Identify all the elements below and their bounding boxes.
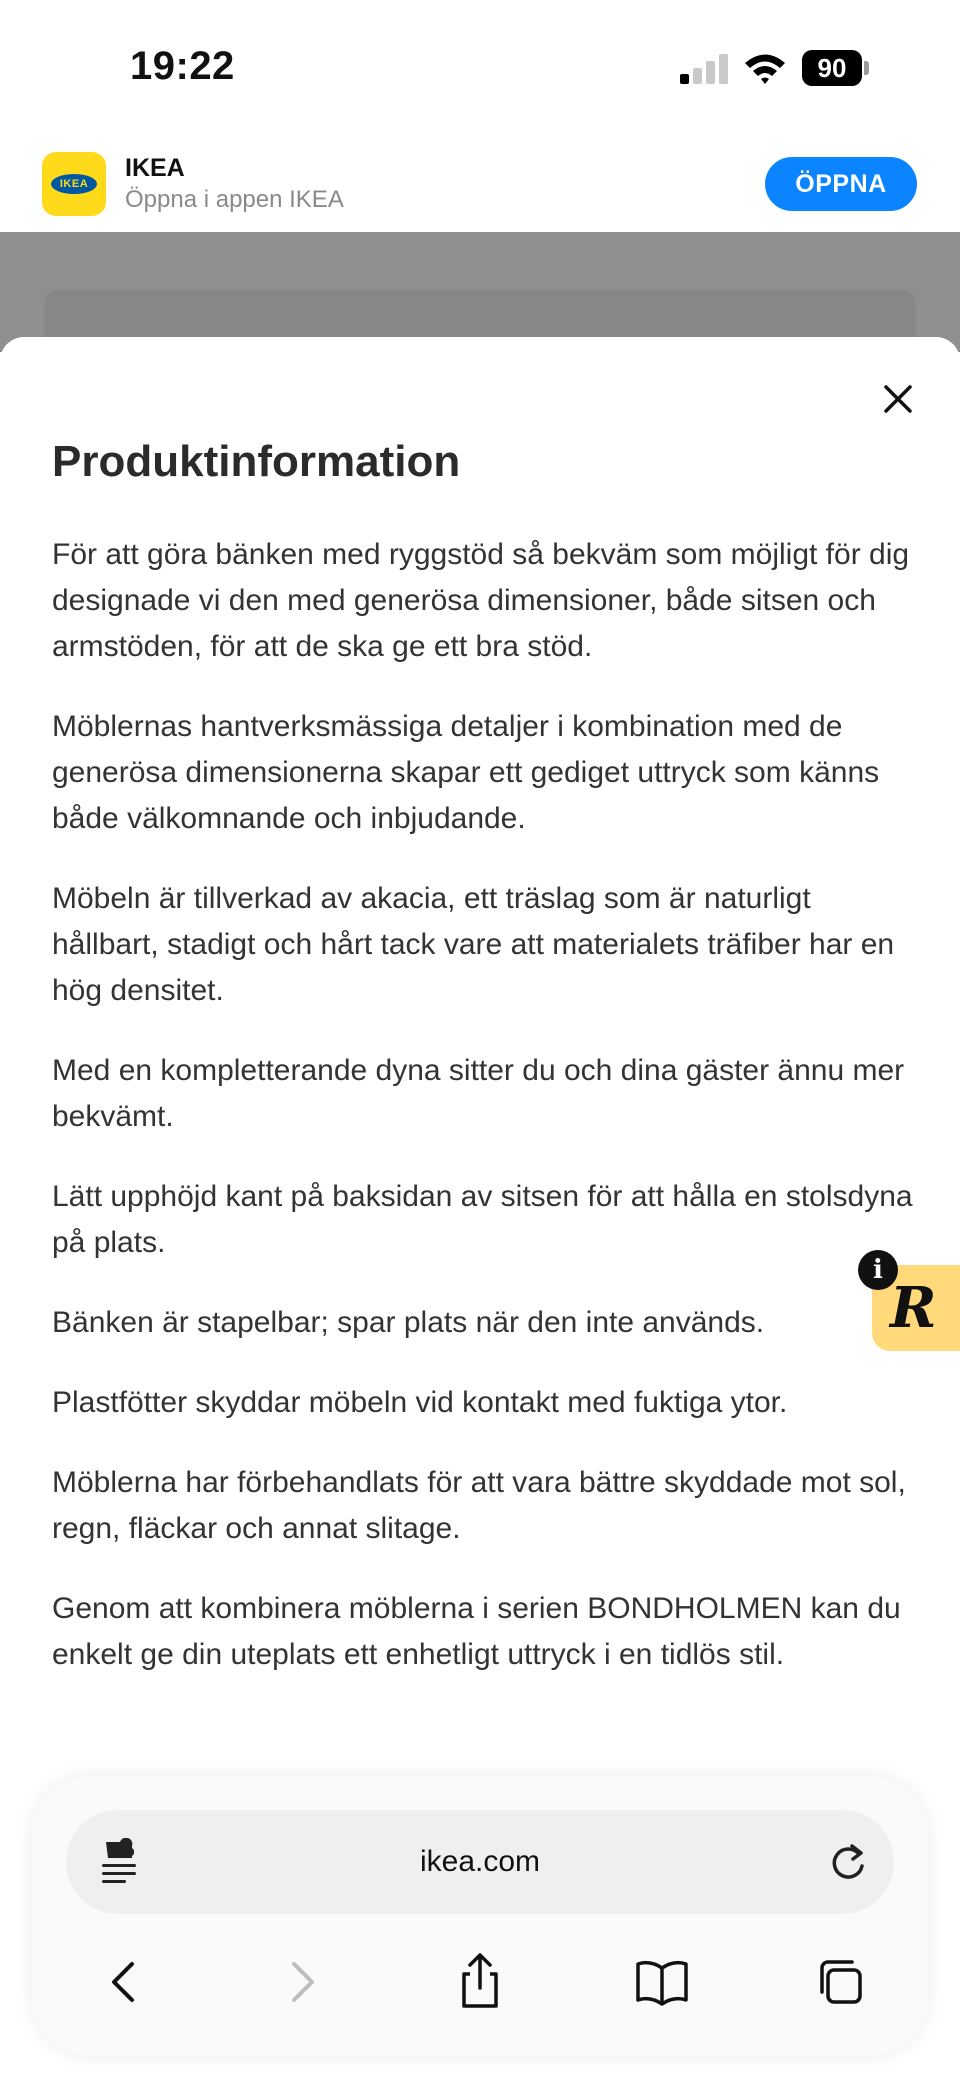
address-bar[interactable] <box>66 1810 894 1914</box>
app-subtitle: Öppna i appen IKEA <box>125 186 344 213</box>
browser-toolbar <box>32 1776 928 2056</box>
open-app-button[interactable]: ÖPPNA <box>765 157 917 211</box>
ikea-app-icon <box>42 152 106 216</box>
product-description <box>52 532 922 1712</box>
description-paragraph: Lätt upphöjd kant på baksidan av sitsen för att hålla en stolsdyna på plats. <box>52 1180 913 1259</box>
description-paragraph: Genom att kombinera möblerna i serien BONDHOLMEN kan du enkelt ge din uteplats ett enhetligt uttryck i en tidlös stil. <box>52 1592 901 1671</box>
wifi-icon <box>742 50 788 86</box>
app-banner <box>0 140 960 232</box>
page-title: Produktinformation <box>52 437 461 485</box>
heading-clip <box>0 337 960 485</box>
description-paragraph: Bänken är stapelbar; spar plats när den inte används. <box>52 1306 765 1339</box>
url-text[interactable]: ikea.com <box>419 1845 541 1878</box>
description-paragraph: Med en kompletterande dyna sitter du och dina gäster ännu mer bekvämt. <box>52 1054 905 1133</box>
status-bar <box>0 0 960 140</box>
tabs-icon[interactable] <box>812 1952 872 2012</box>
status-time: 19:22 <box>130 44 235 88</box>
chevron-left-icon[interactable] <box>94 1952 154 2012</box>
description-paragraph: Möblerna har förbehandlats för att vara bättre skyddade mot sol, regn, fläckar och annat slitage. <box>52 1466 906 1545</box>
book-icon[interactable] <box>632 1952 692 2012</box>
ikea-logo: IKEA <box>51 174 97 194</box>
info-icon[interactable]: i <box>858 1250 898 1290</box>
description-paragraph: Möblernas hantverksmässiga detaljer i kombination med de generösa dimensionerna skapar ett gediget uttryck som känns både välkomnande och inbjudande. <box>52 710 880 835</box>
extension-logo-icon: R <box>890 1275 937 1341</box>
app-name: IKEA <box>125 154 185 182</box>
description-paragraph: Plastfötter skyddar möbeln vid kontakt med fuktiga ytor. <box>52 1386 788 1419</box>
cellular-signal-icon <box>680 54 728 84</box>
chevron-right-icon[interactable] <box>272 1952 332 2012</box>
reload-icon[interactable] <box>828 1840 868 1884</box>
battery-tip <box>864 61 869 75</box>
share-icon[interactable] <box>450 1952 510 2012</box>
description-paragraph: Möbeln är tillverkad av akacia, ett träslag som är naturligt hållbart, stadigt och hårt tack vare att materialets träfiber har en hög densitet. <box>52 882 895 1007</box>
battery-indicator: 90 <box>802 50 862 86</box>
description-paragraph: För att göra bänken med ryggstöd så bekväm som möjligt för dig designade vi den med generösa dimensioner, både sitsen och armstöden, för att de ska ge ett bra stöd. <box>52 538 910 663</box>
